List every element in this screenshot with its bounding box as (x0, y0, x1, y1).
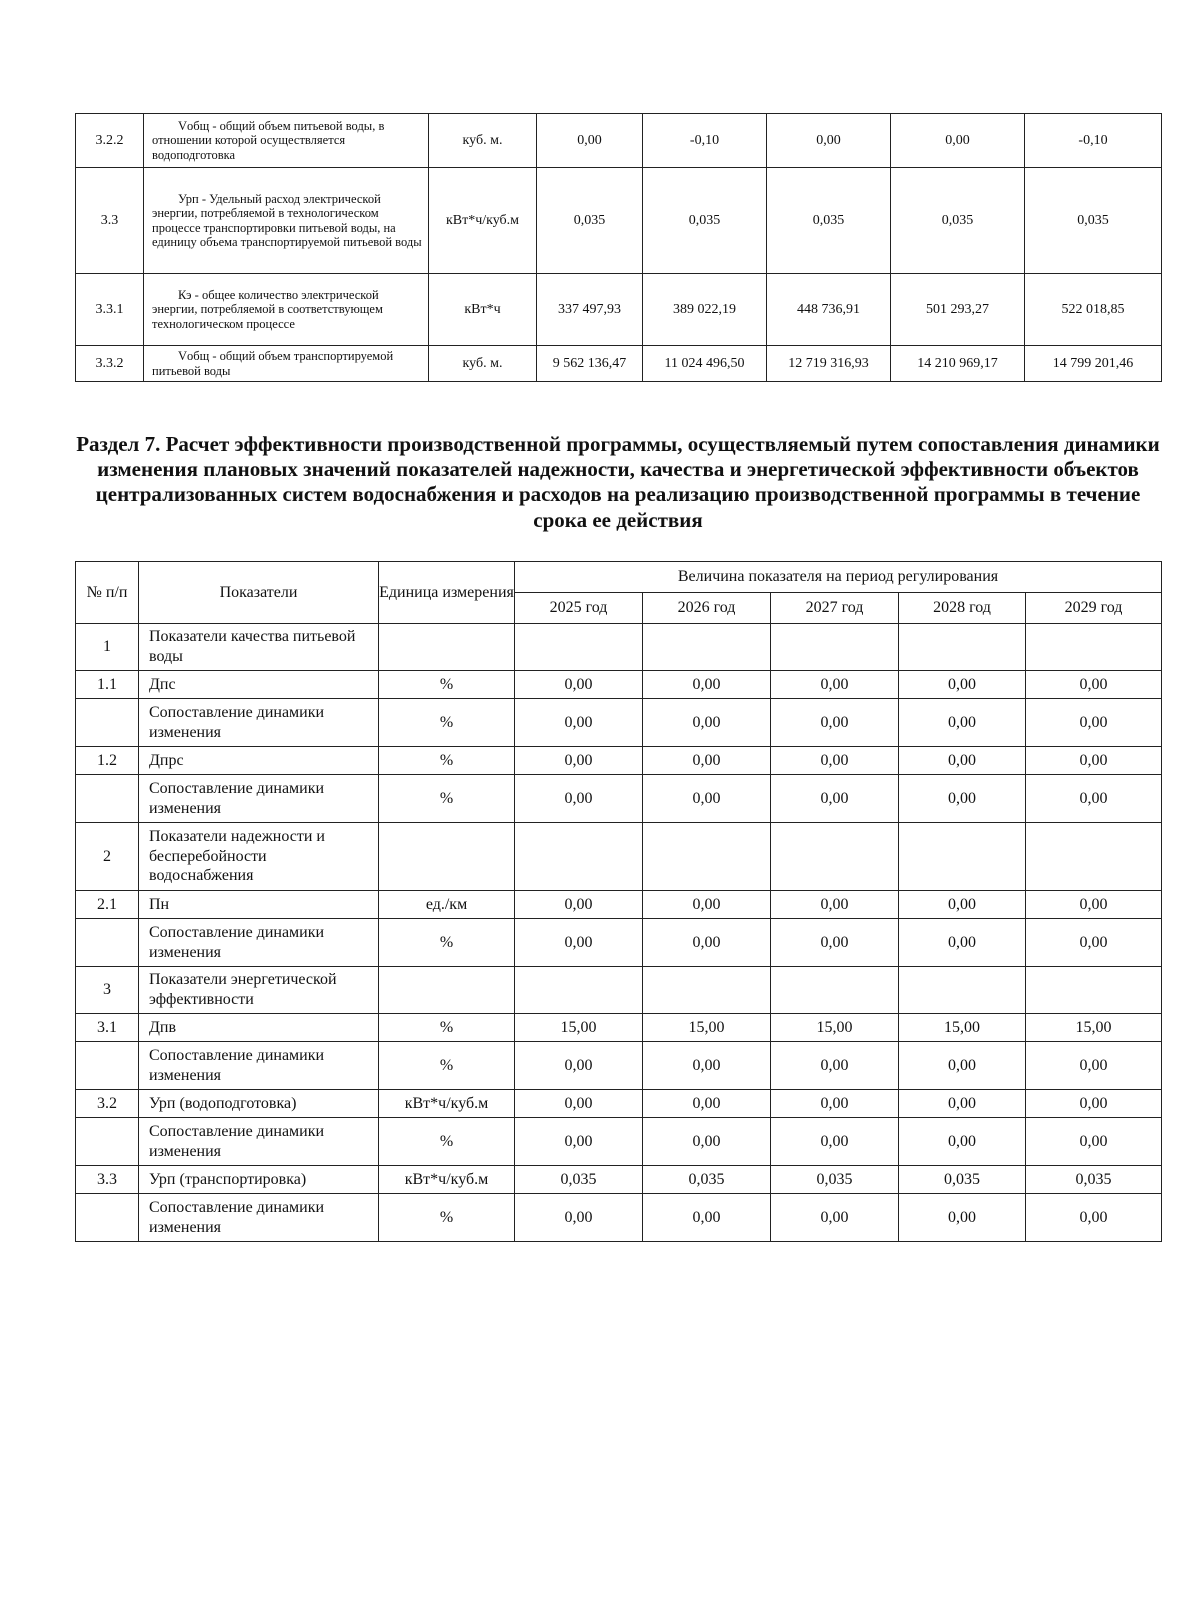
value-cell: 0,00 (515, 1090, 643, 1118)
table-row (76, 1042, 1162, 1090)
indicator-label: Сопоставление динамики изменения (139, 1194, 379, 1242)
value-cell: 0,00 (899, 671, 1026, 699)
value-cell: 0,035 (515, 1166, 643, 1194)
value-cell (1026, 967, 1162, 1014)
row-number: 3.3.1 (76, 274, 144, 346)
unit-cell: куб. м. (429, 114, 537, 168)
row-number (76, 1042, 139, 1090)
row-number (76, 775, 139, 823)
value-cell: 15,00 (515, 1014, 643, 1042)
indicator-label: Показатели энергетической эффективности (139, 967, 379, 1014)
value-cell: 12 719 316,93 (767, 346, 891, 382)
indicator-text: - общее количество электрической энергии, потребляемой в соответствующем технологическом процессе (152, 288, 383, 331)
value-cell: 0,00 (771, 891, 899, 919)
value-cell (899, 967, 1026, 1014)
value-cell (515, 823, 643, 891)
value-cell: 448 736,91 (767, 274, 891, 346)
unit-cell: куб. м. (429, 346, 537, 382)
value-cell: 0,00 (1026, 919, 1162, 967)
value-cell: 0,00 (771, 699, 899, 747)
table-row (76, 1166, 1162, 1194)
value-cell: 0,00 (643, 1090, 771, 1118)
value-cell: 0,00 (899, 747, 1026, 775)
table-row (76, 1118, 1162, 1166)
value-cell: 0,00 (771, 1042, 899, 1090)
value-cell (1026, 823, 1162, 891)
unit-cell: кВт*ч/куб.м (379, 1166, 515, 1194)
row-number: 3.3.2 (76, 346, 144, 382)
indicator-label: Дпрс (139, 747, 379, 775)
indicator-label: Сопоставление динамики изменения (139, 1042, 379, 1090)
indicator-label: Сопоставление динамики изменения (139, 919, 379, 967)
table-row (76, 891, 1162, 919)
unit-cell: % (379, 747, 515, 775)
table-row (76, 823, 1162, 891)
unit-cell: % (379, 671, 515, 699)
value-cell (899, 823, 1026, 891)
value-cell (1026, 624, 1162, 671)
value-cell: -0,10 (1025, 114, 1162, 168)
value-cell: 501 293,27 (891, 274, 1025, 346)
value-cell: 0,00 (767, 114, 891, 168)
value-cell: 0,035 (643, 1166, 771, 1194)
value-cell: 0,00 (515, 1118, 643, 1166)
indicator-label: Показатели качества питьевой воды (139, 624, 379, 671)
value-cell: 0,00 (515, 671, 643, 699)
table-row (76, 671, 1162, 699)
row-number: 3.3 (76, 1166, 139, 1194)
value-cell: 0,00 (515, 891, 643, 919)
value-cell (771, 624, 899, 671)
unit-cell: % (379, 775, 515, 823)
value-cell: 0,00 (899, 1118, 1026, 1166)
value-cell: 0,035 (537, 168, 643, 274)
value-cell: 389 022,19 (643, 274, 767, 346)
indicator-label: Урп (водоподготовка) (139, 1090, 379, 1118)
indicator-description (144, 346, 429, 382)
value-cell: 0,00 (771, 1194, 899, 1242)
value-cell: 9 562 136,47 (537, 346, 643, 382)
value-cell: 15,00 (1026, 1014, 1162, 1042)
value-cell (771, 967, 899, 1014)
table-row (76, 114, 1162, 168)
value-cell: 337 497,93 (537, 274, 643, 346)
value-cell (643, 967, 771, 1014)
value-cell: 15,00 (899, 1014, 1026, 1042)
value-cell: 0,035 (891, 168, 1025, 274)
value-cell: 0,00 (771, 919, 899, 967)
indicator-key: Кэ (178, 288, 192, 303)
table-row (76, 1090, 1162, 1118)
value-cell: 0,00 (899, 775, 1026, 823)
indicator-label: Сопоставление динамики изменения (139, 699, 379, 747)
continuation-table (75, 113, 1162, 382)
value-cell: 0,00 (643, 919, 771, 967)
value-cell: 0,035 (1026, 1166, 1162, 1194)
value-cell: 0,00 (643, 671, 771, 699)
value-cell: 0,035 (899, 1166, 1026, 1194)
value-cell: 0,00 (771, 775, 899, 823)
value-cell (771, 823, 899, 891)
value-cell: -0,10 (643, 114, 767, 168)
table-row (76, 775, 1162, 823)
header-year: 2029 год (1026, 593, 1162, 624)
unit-cell: ед./км (379, 891, 515, 919)
section-heading: Раздел 7. Расчет эффективности производственной программы, осуществляемый путем сопоставления динамики изменения плановых значений показателей надежности, качества и энергетической эффективности объектов централизованных систем водоснабжения и расходов на реализацию производственной программы в течение срока ее действия (76, 432, 1160, 532)
table-row (76, 274, 1162, 346)
header-period: Величина показателя на период регулирования (515, 562, 1162, 593)
unit-cell: % (379, 1194, 515, 1242)
table-row (76, 967, 1162, 1014)
indicator-label: Сопоставление динамики изменения (139, 1118, 379, 1166)
value-cell (515, 624, 643, 671)
indicator-description (144, 168, 429, 274)
header-year: 2025 год (515, 593, 643, 624)
unit-cell (379, 967, 515, 1014)
value-cell: 15,00 (643, 1014, 771, 1042)
unit-cell: % (379, 919, 515, 967)
value-cell: 0,00 (643, 1118, 771, 1166)
value-cell: 0,00 (515, 747, 643, 775)
value-cell: 0,00 (1026, 671, 1162, 699)
row-number (76, 1118, 139, 1166)
value-cell: 0,00 (643, 775, 771, 823)
value-cell (515, 967, 643, 1014)
value-cell: 14 799 201,46 (1025, 346, 1162, 382)
row-number: 2 (76, 823, 139, 891)
header-year: 2026 год (643, 593, 771, 624)
indicator-key: Vобщ (178, 349, 210, 364)
value-cell: 0,00 (1026, 1194, 1162, 1242)
indicators-table (75, 561, 1162, 1242)
indicator-text: - общий объем транспортируемой питьевой воды (152, 349, 394, 378)
value-cell: 0,00 (643, 1042, 771, 1090)
value-cell: 0,00 (1026, 1090, 1162, 1118)
value-cell: 0,00 (899, 1194, 1026, 1242)
value-cell: 0,00 (1026, 699, 1162, 747)
indicator-text: - общий объем питьевой воды, в отношении которой осуществляется водоподготовка (152, 119, 385, 162)
row-number: 3.3 (76, 168, 144, 274)
indicator-description (144, 114, 429, 168)
value-cell: 15,00 (771, 1014, 899, 1042)
row-number: 3.2.2 (76, 114, 144, 168)
table-row (76, 346, 1162, 382)
value-cell: 0,00 (1026, 1042, 1162, 1090)
value-cell (899, 624, 1026, 671)
value-cell (643, 823, 771, 891)
value-cell: 0,00 (643, 747, 771, 775)
value-cell: 0,00 (515, 699, 643, 747)
row-number: 1.1 (76, 671, 139, 699)
value-cell: 0,00 (515, 1194, 643, 1242)
value-cell: 0,00 (899, 699, 1026, 747)
table-row (76, 747, 1162, 775)
indicator-label: Дпс (139, 671, 379, 699)
value-cell: 0,035 (767, 168, 891, 274)
table-row (76, 624, 1162, 671)
row-number: 3 (76, 967, 139, 1014)
value-cell: 0,00 (899, 1090, 1026, 1118)
unit-cell: % (379, 1118, 515, 1166)
row-number (76, 1194, 139, 1242)
header-row (76, 562, 1162, 593)
row-number (76, 919, 139, 967)
value-cell: 11 024 496,50 (643, 346, 767, 382)
row-number: 2.1 (76, 891, 139, 919)
indicator-description (144, 274, 429, 346)
value-cell: 0,00 (515, 919, 643, 967)
table-row (76, 168, 1162, 274)
table-row (76, 919, 1162, 967)
row-number: 3.1 (76, 1014, 139, 1042)
value-cell: 0,00 (771, 1090, 899, 1118)
table-row (76, 699, 1162, 747)
unit-cell: % (379, 1014, 515, 1042)
header-unit: Единица измерения (379, 562, 515, 624)
value-cell: 0,00 (771, 1118, 899, 1166)
indicator-text: - Удельный расход электрической энергии, потребляемой в технологическом процессе транспортировки питьевой воды, на единицу объема транспортируемой питьевой воды (152, 192, 422, 249)
value-cell: 0,035 (643, 168, 767, 274)
indicator-label: Урп (транспортировка) (139, 1166, 379, 1194)
indicator-key: Урп (178, 192, 199, 207)
unit-cell (379, 624, 515, 671)
table-row (76, 1194, 1162, 1242)
indicator-key: Vобщ (178, 119, 210, 134)
header-indicator: Показатели (139, 562, 379, 624)
indicator-label: Показатели надежности и бесперебойности водоснабжения (139, 823, 379, 891)
indicator-label: Дпв (139, 1014, 379, 1042)
unit-cell: кВт*ч/куб.м (379, 1090, 515, 1118)
value-cell: 0,00 (771, 747, 899, 775)
indicator-label: Сопоставление динамики изменения (139, 775, 379, 823)
row-number (76, 699, 139, 747)
row-number: 3.2 (76, 1090, 139, 1118)
value-cell: 0,00 (899, 891, 1026, 919)
value-cell (643, 624, 771, 671)
value-cell: 0,035 (771, 1166, 899, 1194)
value-cell: 0,00 (515, 1042, 643, 1090)
row-number: 1 (76, 624, 139, 671)
value-cell: 0,00 (899, 919, 1026, 967)
value-cell: 522 018,85 (1025, 274, 1162, 346)
value-cell: 0,00 (1026, 1118, 1162, 1166)
unit-cell (379, 823, 515, 891)
value-cell: 0,00 (771, 671, 899, 699)
value-cell: 0,00 (515, 775, 643, 823)
indicator-label: Пн (139, 891, 379, 919)
value-cell: 0,00 (537, 114, 643, 168)
header-year: 2028 год (899, 593, 1026, 624)
value-cell: 0,00 (1026, 747, 1162, 775)
value-cell: 0,00 (1026, 775, 1162, 823)
unit-cell: кВт*ч (429, 274, 537, 346)
unit-cell: % (379, 699, 515, 747)
row-number: 1.2 (76, 747, 139, 775)
value-cell: 0,00 (643, 1194, 771, 1242)
table-row (76, 1014, 1162, 1042)
value-cell: 14 210 969,17 (891, 346, 1025, 382)
value-cell: 0,00 (891, 114, 1025, 168)
value-cell: 0,00 (643, 891, 771, 919)
unit-cell: % (379, 1042, 515, 1090)
value-cell: 0,00 (899, 1042, 1026, 1090)
header-year: 2027 год (771, 593, 899, 624)
value-cell: 0,00 (643, 699, 771, 747)
unit-cell: кВт*ч/куб.м (429, 168, 537, 274)
value-cell: 0,00 (1026, 891, 1162, 919)
header-num: № п/п (76, 562, 139, 624)
value-cell: 0,035 (1025, 168, 1162, 274)
